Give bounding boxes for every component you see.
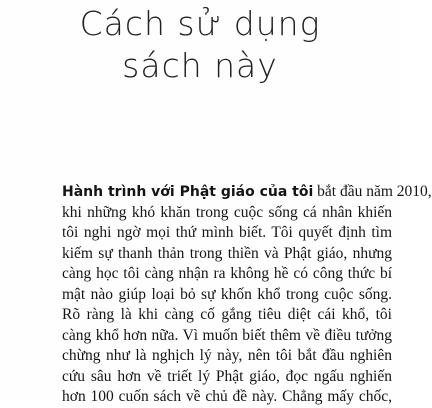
- paragraph-line: chừng như là nghịch lý này, nên tôi bắt đầu nghiên: [62, 347, 392, 364]
- paragraph-line: càng học tôi càng nhận ra không hề có công thức bí: [62, 265, 392, 282]
- paragraph-line-1: [62, 182, 432, 203]
- paragraph-line: mật nào giúp loại bỏ sự khốn khổ trong cuộc sống.: [62, 285, 392, 303]
- paragraph-line: cứu sâu hơn về triết lý Phật giáo, đọc ngấu nghiến: [62, 367, 392, 385]
- lead-rest-text: bắt đầu năm 2010,: [313, 183, 432, 200]
- page-title-line-2: sách này: [122, 46, 278, 85]
- page-title-line-1: Cách sử dụng: [79, 4, 321, 43]
- paragraph-line: tôi nghi ngờ mọi thứ mình biết. Tôi quyết định tìm: [62, 224, 392, 241]
- paragraph-line: khi những khó khăn trong cuộc sống cá nhân khiến: [62, 203, 392, 221]
- body-paragraph: [62, 182, 432, 408]
- paragraph-line: càng khổ hơn nữa. Vì muốn biết thêm về điều tưởng: [62, 326, 392, 344]
- paragraph-line: hơn 100 cuốn sách về chủ đề này. Chẳng mấy chốc,: [62, 388, 392, 405]
- paragraph-line: kiếm sự thanh thản trong thiền và Phật giáo, nhưng: [62, 244, 392, 262]
- lead-bold-phrase: Hành trình với Phật giáo của tôi: [62, 184, 314, 200]
- paragraph-line: Rõ ràng là khi càng cố gắng tiêu diệt cái khổ, tôi: [62, 306, 392, 323]
